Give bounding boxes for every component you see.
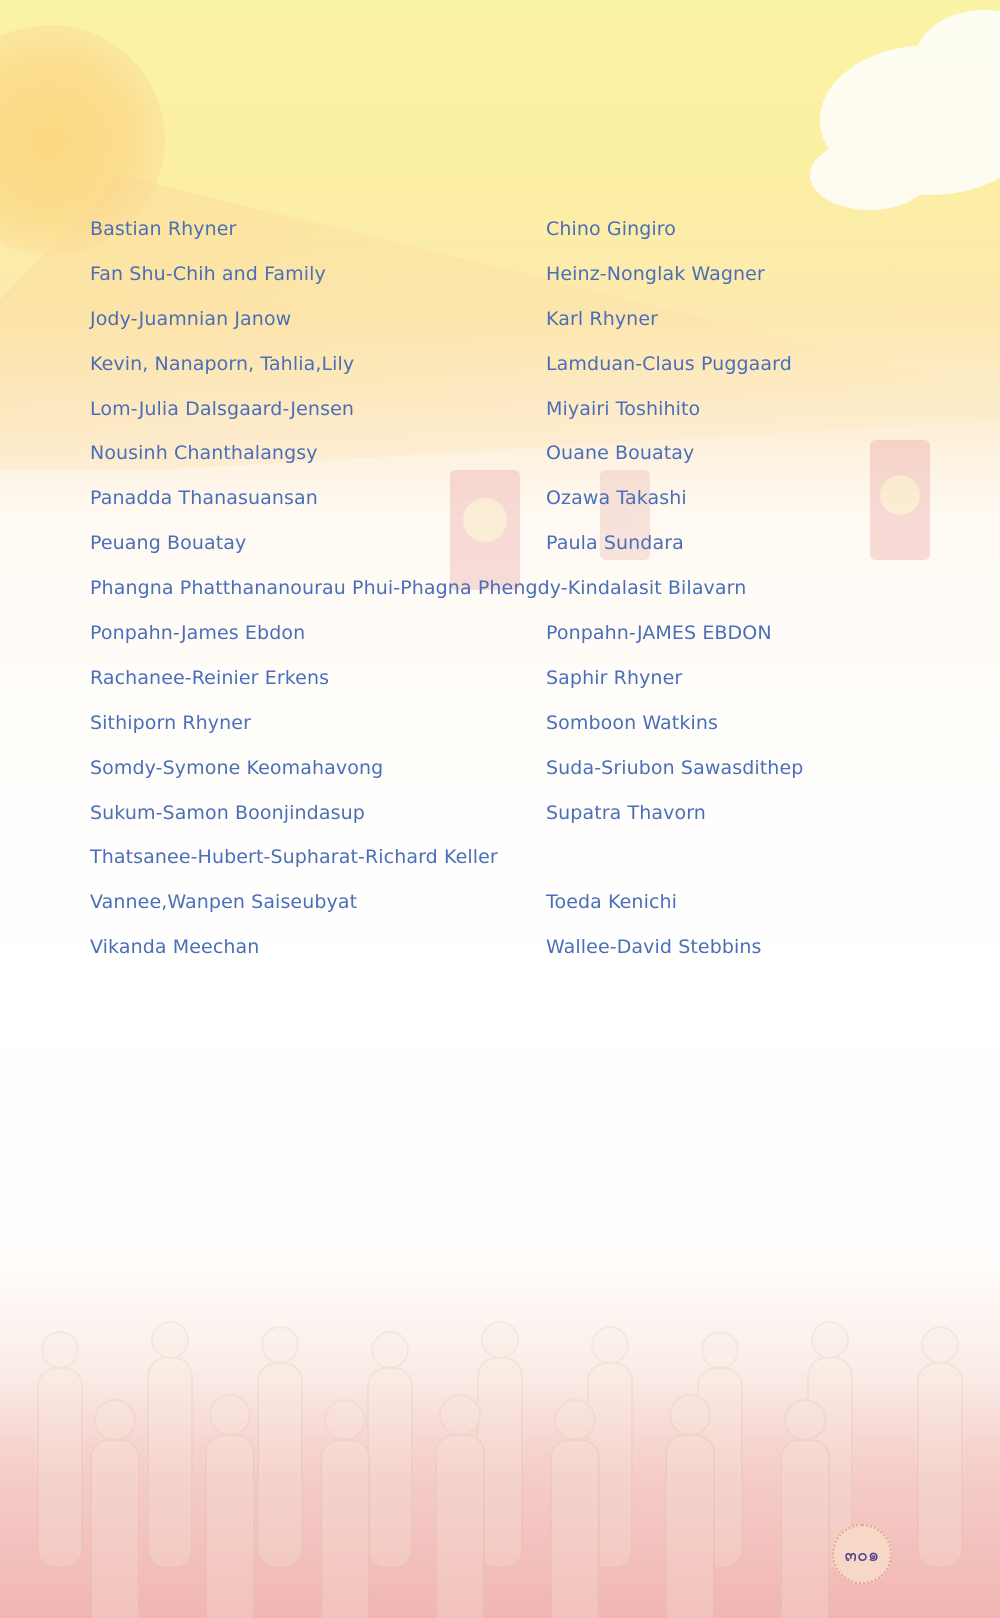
name-right: Saphir Rhyner	[546, 666, 683, 689]
list-item	[90, 260, 920, 305]
name-right: Suda-Sriubon Sawasdithep	[546, 756, 804, 779]
list-item	[90, 529, 920, 574]
name-left: Thatsanee-Hubert-Supharat-Richard Keller	[90, 846, 498, 869]
list-item	[90, 843, 920, 888]
name-right: Ponpahn-JAMES EBDON	[546, 622, 772, 645]
name-right: Wallee-David Stebbins	[546, 936, 762, 959]
list-item	[90, 305, 920, 350]
name-left: Nousinh Chanthalangsy	[90, 442, 318, 465]
list-item	[90, 799, 920, 844]
name-right: Karl Rhyner	[546, 307, 659, 330]
name-left: Lom-Julia Dalsgaard-Jensen	[90, 397, 354, 420]
list-item	[90, 888, 920, 933]
name-left: Phangna Phatthananourau Phui-Phagna Phengdy-Kindalasit Bilavarn	[90, 577, 747, 600]
name-left: Vannee,Wanpen Saiseubyat	[90, 891, 358, 914]
name-left: Sukum-Samon Boonjindasup	[90, 801, 365, 824]
list-item	[90, 350, 920, 395]
page-number-badge	[832, 1524, 892, 1584]
list-item	[90, 215, 920, 260]
name-right: Somboon Watkins	[546, 711, 718, 734]
name-left: Ponpahn-James Ebdon	[90, 622, 306, 645]
name-right: Ozawa Takashi	[546, 487, 687, 510]
list-item	[90, 439, 920, 484]
name-left: Rachanee-Reinier Erkens	[90, 666, 330, 689]
name-right: Chino Gingiro	[546, 218, 676, 240]
name-right: Heinz-Nonglak Wagner	[546, 262, 765, 285]
name-right: Toeda Kenichi	[546, 891, 678, 914]
name-left: Kevin, Nanaporn, Tahlia,Lily	[90, 352, 355, 375]
name-right: Ouane Bouatay	[546, 442, 695, 465]
list-item	[90, 664, 920, 709]
name-left: Jody-Juamnian Janow	[90, 307, 292, 330]
list-item	[90, 933, 920, 978]
name-list	[90, 215, 920, 978]
name-left: Panadda Thanasuansan	[90, 487, 318, 510]
page-number: ๓๐๑	[844, 1544, 880, 1566]
list-item	[90, 395, 920, 440]
name-right: Lamduan-Claus Puggaard	[546, 352, 792, 375]
list-item	[90, 484, 920, 529]
list-item	[90, 754, 920, 799]
list-item	[90, 709, 920, 754]
name-left: Bastian Rhyner	[90, 218, 237, 240]
name-left: Vikanda Meechan	[90, 936, 260, 959]
list-item	[90, 574, 920, 619]
name-left: Fan Shu-Chih and Family	[90, 262, 326, 285]
name-right: Paula Sundara	[546, 532, 684, 555]
name-right: Supatra Thavorn	[546, 801, 706, 824]
name-left: Sithiporn Rhyner	[90, 711, 251, 734]
name-left: Peuang Bouatay	[90, 532, 247, 555]
name-right: Miyairi Toshihito	[546, 397, 701, 420]
list-item	[90, 619, 920, 664]
name-left: Somdy-Symone Keomahavong	[90, 756, 384, 779]
